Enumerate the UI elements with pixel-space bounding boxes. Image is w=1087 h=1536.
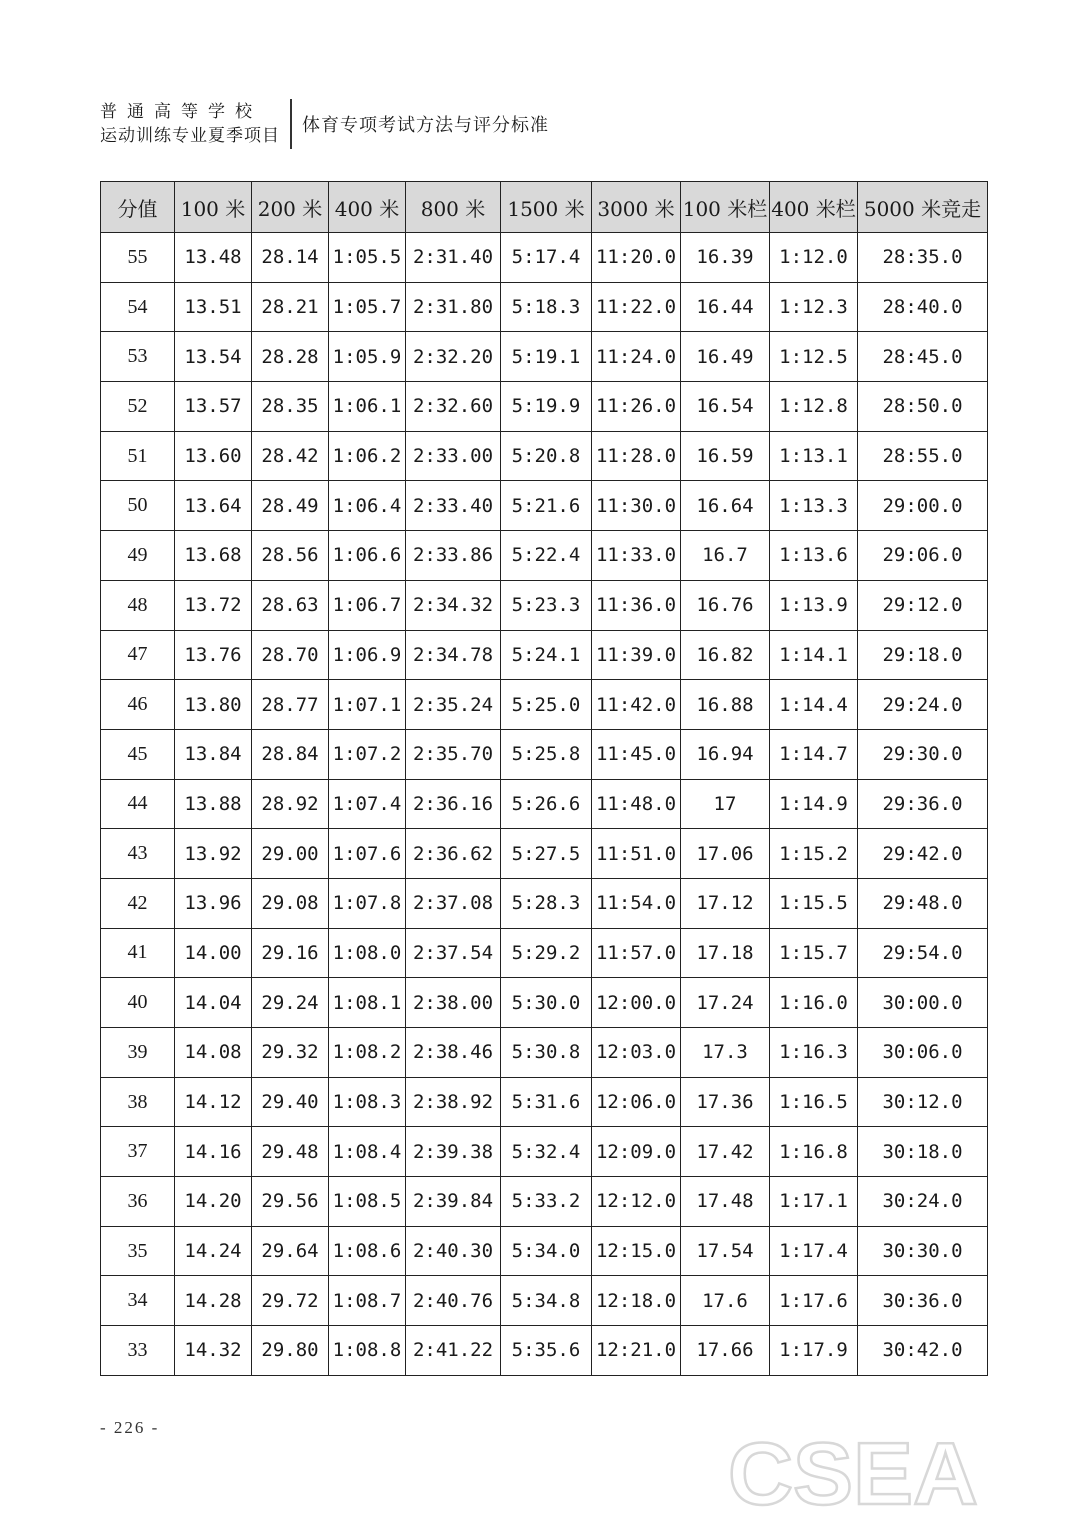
table-cell: 2:38.00 — [406, 978, 501, 1028]
table-cell: 29:12.0 — [858, 580, 988, 630]
table-cell: 1:08.7 — [329, 1276, 406, 1326]
table-cell: 1:17.6 — [770, 1276, 858, 1326]
table-cell: 5:30.0 — [501, 978, 592, 1028]
table-cell: 12:18.0 — [592, 1276, 681, 1326]
table-cell: 1:17.9 — [770, 1326, 858, 1376]
table-cell: 1:08.5 — [329, 1177, 406, 1227]
header-left-block — [100, 100, 280, 148]
table-cell: 5:25.8 — [501, 729, 592, 779]
table-cell: 29:24.0 — [858, 680, 988, 730]
table-cell: 5:24.1 — [501, 630, 592, 680]
table-cell: 1:07.2 — [329, 729, 406, 779]
table-cell: 1:13.9 — [770, 580, 858, 630]
table-cell: 28.70 — [252, 630, 329, 680]
table-row — [101, 531, 988, 581]
table-cell: 29.64 — [252, 1226, 329, 1276]
table-cell: 28.21 — [252, 282, 329, 332]
table-cell: 1:08.0 — [329, 928, 406, 978]
table-cell: 13.64 — [175, 481, 252, 531]
table-cell: 16.82 — [681, 630, 770, 680]
table-cell: 29:18.0 — [858, 630, 988, 680]
table-cell: 5:33.2 — [501, 1177, 592, 1227]
table-cell: 14.24 — [175, 1226, 252, 1276]
table-row — [101, 779, 988, 829]
header-school-line: 普通高等学校 — [100, 102, 262, 122]
header-title: 体育专项考试方法与评分标准 — [302, 115, 549, 136]
table-row — [101, 1326, 988, 1376]
score-value-cell: 36 — [101, 1177, 175, 1227]
score-value-cell: 52 — [101, 382, 175, 432]
table-cell: 5:22.4 — [501, 531, 592, 581]
table-cell: 11:51.0 — [592, 829, 681, 879]
score-value-cell: 53 — [101, 332, 175, 382]
score-table-body — [101, 233, 988, 1376]
table-cell: 11:30.0 — [592, 481, 681, 531]
table-cell: 5:19.9 — [501, 382, 592, 432]
table-cell: 1:07.8 — [329, 878, 406, 928]
table-cell: 30:18.0 — [858, 1127, 988, 1177]
table-cell: 28:50.0 — [858, 382, 988, 432]
table-cell: 28:45.0 — [858, 332, 988, 382]
table-row — [101, 580, 988, 630]
score-value-cell: 44 — [101, 779, 175, 829]
table-cell: 1:05.5 — [329, 233, 406, 283]
table-cell: 13.68 — [175, 531, 252, 581]
table-row — [101, 1276, 988, 1326]
table-cell: 17.18 — [681, 928, 770, 978]
score-table-header — [101, 182, 988, 233]
table-cell: 16.49 — [681, 332, 770, 382]
table-cell: 29:30.0 — [858, 729, 988, 779]
table-cell: 5:34.8 — [501, 1276, 592, 1326]
table-cell: 29.40 — [252, 1077, 329, 1127]
table-cell: 14.00 — [175, 928, 252, 978]
table-cell: 5:27.5 — [501, 829, 592, 879]
table-cell: 5:28.3 — [501, 878, 592, 928]
table-cell: 11:36.0 — [592, 580, 681, 630]
table-cell: 30:42.0 — [858, 1326, 988, 1376]
table-cell: 16.76 — [681, 580, 770, 630]
csea-watermark-logo — [728, 1432, 983, 1512]
table-cell: 16.64 — [681, 481, 770, 531]
table-cell: 5:21.6 — [501, 481, 592, 531]
column-header: 200 米 — [252, 182, 329, 233]
table-cell: 1:17.4 — [770, 1226, 858, 1276]
column-header: 3000 米 — [592, 182, 681, 233]
table-cell: 13.60 — [175, 431, 252, 481]
table-cell: 11:54.0 — [592, 878, 681, 928]
score-value-cell: 55 — [101, 233, 175, 283]
table-cell: 29.32 — [252, 1028, 329, 1078]
header-row — [101, 182, 988, 233]
table-cell: 2:38.46 — [406, 1028, 501, 1078]
table-cell: 28.63 — [252, 580, 329, 630]
table-row — [101, 630, 988, 680]
table-cell: 13.80 — [175, 680, 252, 730]
table-cell: 1:08.8 — [329, 1326, 406, 1376]
table-cell: 2:32.20 — [406, 332, 501, 382]
table-cell: 1:06.6 — [329, 531, 406, 581]
column-header: 1500 米 — [501, 182, 592, 233]
table-cell: 11:48.0 — [592, 779, 681, 829]
table-cell: 14.08 — [175, 1028, 252, 1078]
table-cell: 1:12.0 — [770, 233, 858, 283]
table-cell: 5:25.0 — [501, 680, 592, 730]
table-cell: 1:07.6 — [329, 829, 406, 879]
table-row — [101, 481, 988, 531]
table-cell: 5:35.6 — [501, 1326, 592, 1376]
table-cell: 11:28.0 — [592, 431, 681, 481]
table-cell: 2:39.84 — [406, 1177, 501, 1227]
table-cell: 1:15.2 — [770, 829, 858, 879]
score-value-cell: 33 — [101, 1326, 175, 1376]
table-cell: 2:35.70 — [406, 729, 501, 779]
table-cell: 13.84 — [175, 729, 252, 779]
score-value-cell: 39 — [101, 1028, 175, 1078]
table-cell: 5:20.8 — [501, 431, 592, 481]
table-cell: 12:09.0 — [592, 1127, 681, 1177]
table-row — [101, 1177, 988, 1227]
table-cell: 16.44 — [681, 282, 770, 332]
table-cell: 30:36.0 — [858, 1276, 988, 1326]
table-row — [101, 680, 988, 730]
table-cell: 5:23.3 — [501, 580, 592, 630]
table-row — [101, 878, 988, 928]
table-cell: 1:13.1 — [770, 431, 858, 481]
score-value-cell: 50 — [101, 481, 175, 531]
table-cell: 2:40.76 — [406, 1276, 501, 1326]
table-cell: 2:31.40 — [406, 233, 501, 283]
table-cell: 13.96 — [175, 878, 252, 928]
score-value-cell: 51 — [101, 431, 175, 481]
table-cell: 29:54.0 — [858, 928, 988, 978]
table-cell: 14.12 — [175, 1077, 252, 1127]
column-header: 400 米 — [329, 182, 406, 233]
score-value-cell: 48 — [101, 580, 175, 630]
score-value-cell: 47 — [101, 630, 175, 680]
table-cell: 12:15.0 — [592, 1226, 681, 1276]
table-cell: 2:41.22 — [406, 1326, 501, 1376]
table-cell: 17.36 — [681, 1077, 770, 1127]
table-cell: 2:34.32 — [406, 580, 501, 630]
table-cell: 30:12.0 — [858, 1077, 988, 1127]
table-cell: 29.56 — [252, 1177, 329, 1227]
header-program-line: 运动训练专业夏季项目 — [100, 126, 280, 146]
table-cell: 29.72 — [252, 1276, 329, 1326]
table-cell: 1:08.6 — [329, 1226, 406, 1276]
table-cell: 1:12.5 — [770, 332, 858, 382]
column-header: 100 米栏 — [681, 182, 770, 233]
table-cell: 16.54 — [681, 382, 770, 432]
table-cell: 2:33.00 — [406, 431, 501, 481]
table-row — [101, 282, 988, 332]
table-cell: 1:05.7 — [329, 282, 406, 332]
table-cell: 17.24 — [681, 978, 770, 1028]
table-cell: 11:45.0 — [592, 729, 681, 779]
table-cell: 17.42 — [681, 1127, 770, 1177]
table-cell: 5:19.1 — [501, 332, 592, 382]
table-cell: 2:31.80 — [406, 282, 501, 332]
table-cell: 11:39.0 — [592, 630, 681, 680]
table-row — [101, 978, 988, 1028]
table-cell: 13.51 — [175, 282, 252, 332]
table-cell: 28.35 — [252, 382, 329, 432]
table-cell: 1:06.4 — [329, 481, 406, 531]
table-cell: 12:00.0 — [592, 978, 681, 1028]
table-row — [101, 1127, 988, 1177]
table-cell: 1:14.1 — [770, 630, 858, 680]
table-cell: 29.24 — [252, 978, 329, 1028]
table-cell: 16.94 — [681, 729, 770, 779]
table-cell: 13.92 — [175, 829, 252, 879]
table-cell: 11:22.0 — [592, 282, 681, 332]
table-cell: 1:12.8 — [770, 382, 858, 432]
table-cell: 2:34.78 — [406, 630, 501, 680]
table-cell: 28.56 — [252, 531, 329, 581]
table-cell: 29:48.0 — [858, 878, 988, 928]
table-cell: 1:08.4 — [329, 1127, 406, 1177]
score-value-cell: 41 — [101, 928, 175, 978]
table-cell: 1:16.8 — [770, 1127, 858, 1177]
table-cell: 29:42.0 — [858, 829, 988, 879]
table-cell: 17.66 — [681, 1326, 770, 1376]
table-cell: 17.6 — [681, 1276, 770, 1326]
table-row — [101, 1028, 988, 1078]
table-cell: 16.59 — [681, 431, 770, 481]
table-cell: 30:06.0 — [858, 1028, 988, 1078]
score-value-cell: 49 — [101, 531, 175, 581]
table-cell: 5:32.4 — [501, 1127, 592, 1177]
column-header: 分值 — [101, 182, 175, 233]
table-cell: 5:34.0 — [501, 1226, 592, 1276]
table-cell: 5:18.3 — [501, 282, 592, 332]
table-cell: 17.48 — [681, 1177, 770, 1227]
table-cell: 29.48 — [252, 1127, 329, 1177]
column-header: 100 米 — [175, 182, 252, 233]
page-header — [100, 98, 549, 150]
table-cell: 2:40.30 — [406, 1226, 501, 1276]
table-cell: 17 — [681, 779, 770, 829]
column-header: 5000 米竞走 — [858, 182, 988, 233]
table-cell: 1:08.1 — [329, 978, 406, 1028]
score-value-cell: 43 — [101, 829, 175, 879]
table-cell: 13.48 — [175, 233, 252, 283]
table-row — [101, 233, 988, 283]
score-value-cell: 38 — [101, 1077, 175, 1127]
table-cell: 13.76 — [175, 630, 252, 680]
score-value-cell: 35 — [101, 1226, 175, 1276]
table-cell: 1:06.2 — [329, 431, 406, 481]
table-cell: 17.06 — [681, 829, 770, 879]
table-cell: 1:15.5 — [770, 878, 858, 928]
table-cell: 12:12.0 — [592, 1177, 681, 1227]
score-value-cell: 46 — [101, 680, 175, 730]
table-cell: 2:39.38 — [406, 1127, 501, 1177]
table-cell: 1:06.7 — [329, 580, 406, 630]
table-cell: 2:37.54 — [406, 928, 501, 978]
table-row — [101, 382, 988, 432]
table-cell: 12:03.0 — [592, 1028, 681, 1078]
table-cell: 1:07.1 — [329, 680, 406, 730]
column-header: 800 米 — [406, 182, 501, 233]
score-value-cell: 45 — [101, 729, 175, 779]
table-cell: 5:29.2 — [501, 928, 592, 978]
table-cell: 1:17.1 — [770, 1177, 858, 1227]
table-cell: 17.54 — [681, 1226, 770, 1276]
table-row — [101, 1226, 988, 1276]
score-value-cell: 54 — [101, 282, 175, 332]
table-cell: 2:33.86 — [406, 531, 501, 581]
table-cell: 1:14.4 — [770, 680, 858, 730]
table-row — [101, 829, 988, 879]
table-cell: 28.92 — [252, 779, 329, 829]
table-cell: 1:07.4 — [329, 779, 406, 829]
score-value-cell: 34 — [101, 1276, 175, 1326]
table-cell: 11:42.0 — [592, 680, 681, 730]
table-cell: 28.84 — [252, 729, 329, 779]
table-cell: 30:30.0 — [858, 1226, 988, 1276]
table-cell: 13.57 — [175, 382, 252, 432]
table-cell: 2:33.40 — [406, 481, 501, 531]
table-cell: 16.88 — [681, 680, 770, 730]
table-cell: 29:06.0 — [858, 531, 988, 581]
table-row — [101, 431, 988, 481]
table-cell: 30:24.0 — [858, 1177, 988, 1227]
table-row — [101, 729, 988, 779]
table-cell: 12:21.0 — [592, 1326, 681, 1376]
table-cell: 1:08.3 — [329, 1077, 406, 1127]
table-cell: 14.16 — [175, 1127, 252, 1177]
table-cell: 28:55.0 — [858, 431, 988, 481]
table-row — [101, 332, 988, 382]
table-cell: 16.39 — [681, 233, 770, 283]
column-header: 400 米栏 — [770, 182, 858, 233]
table-cell: 11:20.0 — [592, 233, 681, 283]
table-cell: 28.42 — [252, 431, 329, 481]
table-cell: 1:13.6 — [770, 531, 858, 581]
table-cell: 11:33.0 — [592, 531, 681, 581]
table-cell: 1:15.7 — [770, 928, 858, 978]
table-cell: 14.28 — [175, 1276, 252, 1326]
table-cell: 14.04 — [175, 978, 252, 1028]
table-cell: 28.77 — [252, 680, 329, 730]
table-cell: 2:36.16 — [406, 779, 501, 829]
table-cell: 1:08.2 — [329, 1028, 406, 1078]
table-cell: 29.00 — [252, 829, 329, 879]
table-cell: 2:35.24 — [406, 680, 501, 730]
score-value-cell: 37 — [101, 1127, 175, 1177]
table-cell: 29.80 — [252, 1326, 329, 1376]
table-cell: 1:14.7 — [770, 729, 858, 779]
table-cell: 1:06.9 — [329, 630, 406, 680]
table-cell: 28.14 — [252, 233, 329, 283]
table-cell: 29.08 — [252, 878, 329, 928]
table-cell: 1:06.1 — [329, 382, 406, 432]
table-cell: 11:26.0 — [592, 382, 681, 432]
table-cell: 11:57.0 — [592, 928, 681, 978]
table-cell: 1:16.5 — [770, 1077, 858, 1127]
page-number: - 226 - — [100, 1418, 160, 1437]
table-cell: 12:06.0 — [592, 1077, 681, 1127]
table-cell: 1:12.3 — [770, 282, 858, 332]
table-cell: 28:40.0 — [858, 282, 988, 332]
table-cell: 2:37.08 — [406, 878, 501, 928]
score-value-cell: 40 — [101, 978, 175, 1028]
table-cell: 5:31.6 — [501, 1077, 592, 1127]
score-table — [100, 181, 988, 1376]
score-value-cell: 42 — [101, 878, 175, 928]
table-cell: 14.20 — [175, 1177, 252, 1227]
table-cell: 5:26.6 — [501, 779, 592, 829]
table-row — [101, 1077, 988, 1127]
watermark-text: CSEA — [728, 1432, 978, 1512]
table-cell: 13.72 — [175, 580, 252, 630]
table-cell: 28.49 — [252, 481, 329, 531]
table-cell: 30:00.0 — [858, 978, 988, 1028]
table-cell: 17.12 — [681, 878, 770, 928]
table-cell: 28:35.0 — [858, 233, 988, 283]
table-cell: 5:17.4 — [501, 233, 592, 283]
table-cell: 29:00.0 — [858, 481, 988, 531]
table-cell: 1:16.3 — [770, 1028, 858, 1078]
table-cell: 29:36.0 — [858, 779, 988, 829]
table-cell: 1:14.9 — [770, 779, 858, 829]
table-cell: 1:05.9 — [329, 332, 406, 382]
table-cell: 13.88 — [175, 779, 252, 829]
table-cell: 2:32.60 — [406, 382, 501, 432]
table-cell: 16.7 — [681, 531, 770, 581]
table-row — [101, 928, 988, 978]
table-cell: 1:16.0 — [770, 978, 858, 1028]
table-cell: 14.32 — [175, 1326, 252, 1376]
table-cell: 13.54 — [175, 332, 252, 382]
table-cell: 17.3 — [681, 1028, 770, 1078]
table-cell: 2:36.62 — [406, 829, 501, 879]
table-cell: 1:13.3 — [770, 481, 858, 531]
table-cell: 28.28 — [252, 332, 329, 382]
table-cell: 5:30.8 — [501, 1028, 592, 1078]
table-cell: 11:24.0 — [592, 332, 681, 382]
header-divider — [290, 99, 292, 149]
table-cell: 29.16 — [252, 928, 329, 978]
table-cell: 2:38.92 — [406, 1077, 501, 1127]
